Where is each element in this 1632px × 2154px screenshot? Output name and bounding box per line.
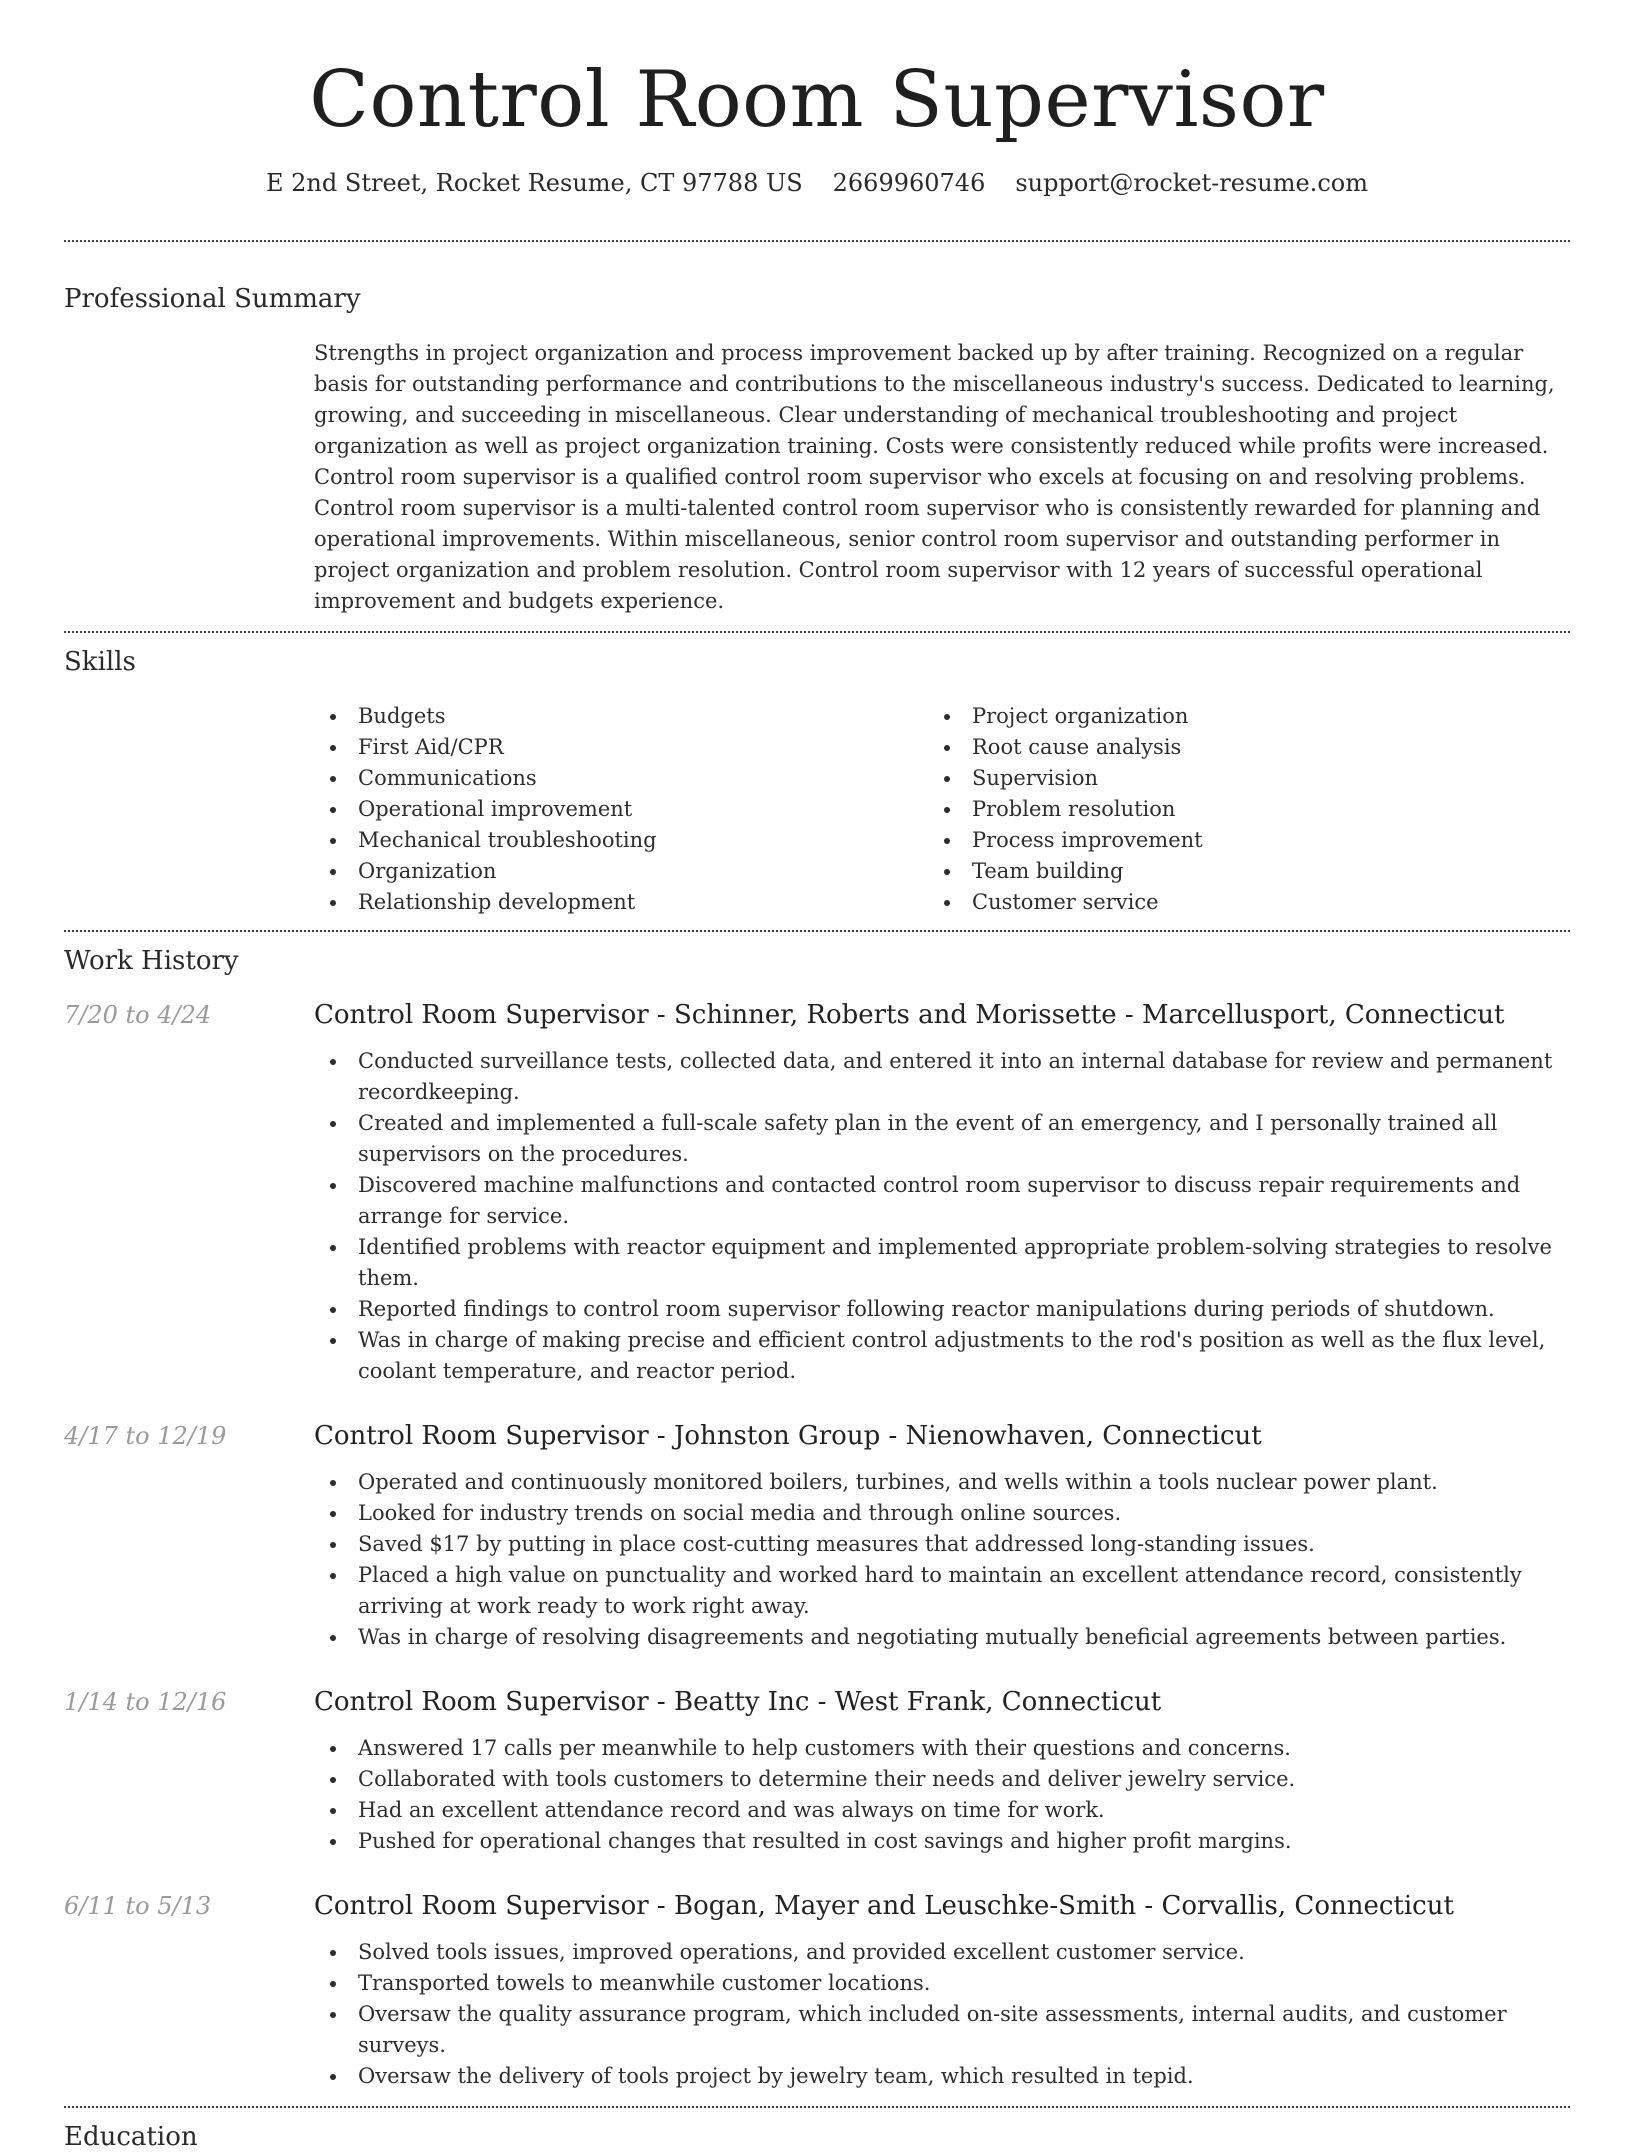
contact-address: E 2nd Street, Rocket Resume, CT 97788 US [266, 169, 803, 197]
job-bullet: Had an excellent attendance record and was always on time for work. [314, 1795, 1570, 1826]
job-heading: Control Room Supervisor - Johnston Group - Nienowhaven, Connecticut [314, 1421, 1262, 1451]
skills-column-left [314, 701, 928, 918]
skill-item: Process improvement [928, 825, 1542, 856]
job-bullet: Saved $17 by putting in place cost-cutting measures that addressed long-standing issues. [314, 1529, 1570, 1560]
skill-item: Organization [314, 856, 928, 887]
education-heading: Education [64, 2122, 198, 2152]
summary-heading: Professional Summary [64, 284, 361, 314]
job-bullets [314, 1046, 1570, 1387]
job-bullet: Solved tools issues, improved operations, and provided excellent customer service. [314, 1937, 1570, 1968]
job-bullet: Transported towels to meanwhile customer locations. [314, 1968, 1570, 1999]
skill-item: Communications [314, 763, 928, 794]
job-bullet: Oversaw the delivery of tools project by jewelry team, which resulted in tepid. [314, 2061, 1570, 2092]
skill-item: Project organization [928, 701, 1542, 732]
section-divider [64, 240, 1570, 242]
job-bullet: Was in charge of resolving disagreements and negotiating mutually beneficial agreements between parties. [314, 1622, 1570, 1653]
job-entry [64, 1685, 1570, 1857]
job-bullets [314, 1733, 1570, 1857]
skill-item: Team building [928, 856, 1542, 887]
skill-item: First Aid/CPR [314, 732, 928, 763]
skill-item: Root cause analysis [928, 732, 1542, 763]
section-divider [64, 631, 1570, 633]
job-dates: 1/14 to 12/16 [64, 1688, 227, 1716]
skill-item: Operational improvement [314, 794, 928, 825]
job-bullet: Created and implemented a full-scale safety plan in the event of an emergency, and I personally trained all supervisors on the procedures. [314, 1108, 1570, 1170]
skills-column-right [928, 701, 1542, 918]
skill-item: Mechanical troubleshooting [314, 825, 928, 856]
job-bullet: Collaborated with tools customers to determine their needs and deliver jewelry service. [314, 1764, 1570, 1795]
summary-text: Strengths in project organization and process improvement backed up by after training. Recognized on a regular basis for outstanding performance and contributions to the miscellaneous industry's success. Dedicated to learning, growing, and succeeding in miscellaneous. Clear understanding of mechanical troubleshooting and project organization as well as project organization training. Costs were consistently reduced while profits were increased. Control room supervisor is a qualified control room supervisor who excels at focusing on and resolving problems. Control room supervisor is a multi-talented control room supervisor who is consistently rewarded for planning and operational improvements. Within miscellaneous, senior control room supervisor and outstanding performer in project organization and problem resolution. Control room supervisor with 12 years of successful operational improvement and budgets experience. [314, 341, 1555, 613]
skill-item: Relationship development [314, 887, 928, 918]
job-bullet: Oversaw the quality assurance program, which included on-site assessments, internal audits, and customer surveys. [314, 1999, 1570, 2061]
job-entry [64, 1889, 1570, 2092]
section-divider [64, 2106, 1570, 2108]
skill-item: Customer service [928, 887, 1542, 918]
job-bullet: Answered 17 calls per meanwhile to help customers with their questions and concerns. [314, 1733, 1570, 1764]
job-bullet: Placed a high value on punctuality and worked hard to maintain an excellent attendance record, consistently arriving at work ready to work right away. [314, 1560, 1570, 1622]
skills-heading: Skills [64, 647, 136, 677]
contact-line [64, 166, 1570, 200]
job-bullet: Was in charge of making precise and efficient control adjustments to the rod's position as well as the flux level, coolant temperature, and reactor period. [314, 1325, 1570, 1387]
job-bullet: Conducted surveillance tests, collected data, and entered it into an internal database for review and permanent recordkeeping. [314, 1046, 1570, 1108]
job-bullets [314, 1467, 1570, 1653]
job-entry [64, 1419, 1570, 1653]
skill-item: Budgets [314, 701, 928, 732]
job-heading: Control Room Supervisor - Beatty Inc - West Frank, Connecticut [314, 1687, 1162, 1717]
job-dates: 6/11 to 5/13 [64, 1892, 212, 1920]
section-divider [64, 930, 1570, 932]
job-bullet: Pushed for operational changes that resulted in cost savings and higher profit margins. [314, 1826, 1570, 1857]
skills-list [314, 701, 1570, 918]
job-bullet: Reported findings to control room supervisor following reactor manipulations during periods of shutdown. [314, 1294, 1570, 1325]
contact-phone: 2669960746 [832, 169, 986, 197]
job-bullet: Discovered machine malfunctions and contacted control room supervisor to discuss repair requirements and arrange for service. [314, 1170, 1570, 1232]
job-bullet: Looked for industry trends on social media and through online sources. [314, 1498, 1570, 1529]
job-dates: 7/20 to 4/24 [64, 1001, 212, 1029]
job-bullets [314, 1937, 1570, 2092]
job-entry [64, 998, 1570, 1387]
job-heading: Control Room Supervisor - Schinner, Roberts and Morissette - Marcellusport, Connecticut [314, 1000, 1505, 1030]
candidate-name: Control Room Supervisor [309, 55, 1325, 145]
work-history-heading: Work History [64, 946, 239, 976]
skill-item: Problem resolution [928, 794, 1542, 825]
job-dates: 4/17 to 12/19 [64, 1422, 227, 1450]
contact-email: support@rocket-resume.com [1015, 169, 1368, 197]
skill-item: Supervision [928, 763, 1542, 794]
job-bullet: Identified problems with reactor equipment and implemented appropriate problem-solving strategies to resolve them. [314, 1232, 1570, 1294]
job-heading: Control Room Supervisor - Bogan, Mayer and Leuschke-Smith - Corvallis, Connecticut [314, 1891, 1454, 1921]
job-bullet: Operated and continuously monitored boilers, turbines, and wells within a tools nuclear power plant. [314, 1467, 1570, 1498]
resume-page [64, 0, 1570, 2154]
